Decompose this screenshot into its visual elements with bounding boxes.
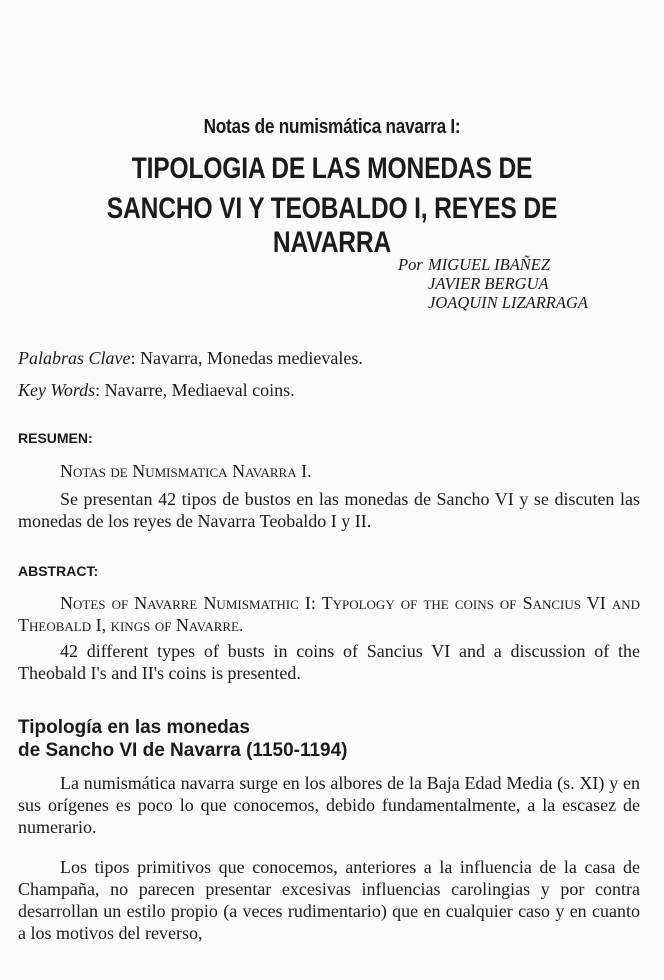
resumen-heading: Notas de Numismatica Navarra I. <box>60 461 312 481</box>
abstract-label: ABSTRACT: <box>18 563 99 579</box>
section-heading <box>18 716 348 762</box>
keywords-spanish-value: : Navarra, Monedas medievales. <box>130 348 363 368</box>
author-name: JAVIER BERGUA <box>428 274 549 293</box>
author-prefix: Por <box>398 255 423 274</box>
article-kicker: Notas de numismática navarra I: <box>203 116 461 138</box>
resumen-label: RESUMEN: <box>18 430 93 446</box>
body-paragraph: La numismática navarra surge en los albores de la Baja Edad Media (s. XI) y en sus orígenes es poco lo que conocemos, debido fundamentalmente, a la escasez de numerario. <box>18 773 640 837</box>
keywords-english <box>18 380 295 401</box>
section-heading-line-2: de Sancho VI de Navarra (1150-1194) <box>18 740 348 761</box>
author-name: JOAQUIN LIZARRAGA <box>428 293 588 312</box>
body-paragraph: Los tipos primitivos que conocemos, anteriores a la influencia de la casa de Champaña, no parecen presentar excesivas influencias carolingias y por contra desarrollan un estilo propio (a veces rudimentario) que en cualquier caso y en cuanto a los motivos del reverso, <box>18 857 640 943</box>
article-title-line-2: SANCHO VI Y TEOBALDO I, REYES DE NAVARRA <box>106 192 558 259</box>
article-title-line-1: TIPOLOGIA DE LAS MONEDAS DE <box>131 152 533 185</box>
keywords-english-value: : Navarre, Mediaeval coins. <box>95 380 295 400</box>
section-heading-line-1: Tipología en las monedas <box>18 717 250 738</box>
keywords-english-label: Key Words <box>18 380 96 400</box>
keywords-spanish <box>18 348 363 369</box>
author-block <box>398 255 588 312</box>
abstract-body: 42 different types of busts in coins of Sancius VI and a discussion of the Theobald I's and II's coins is presented. <box>18 641 640 683</box>
author-name: MIGUEL IBAÑEZ <box>428 255 551 274</box>
abstract-heading: Notes of Navarre Numismathic I: Typology of the coins of Sancius VI and Theobald I, kings of Navarre. <box>18 593 640 635</box>
resumen-body: Se presentan 42 tipos de bustos en las monedas de Sancho VI y se discuten las monedas de los reyes de Navarra Teobaldo I y II. <box>18 489 640 531</box>
keywords-spanish-label: Palabras Clave <box>18 348 131 368</box>
